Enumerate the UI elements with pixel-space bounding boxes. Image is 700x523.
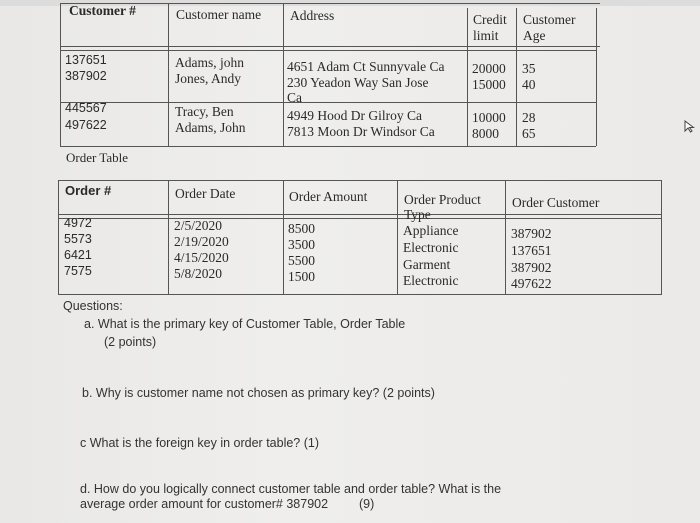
order-customer-cell: 387902 (511, 260, 552, 275)
order-date-cell: 4/15/2020 (174, 250, 229, 265)
table-line (283, 180, 284, 294)
question-d: d. How do you logically connect customer table and order table? What is the (80, 482, 502, 496)
header-customer-age: Age (523, 28, 546, 43)
header-customer-name: Customer name (176, 7, 262, 22)
credit-cell: 15000 (472, 77, 506, 92)
address-cell: 7813 Moon Dr Windsor Ca (287, 124, 435, 139)
address-cell: Ca (287, 90, 302, 105)
table-line (60, 146, 596, 147)
questions-heading: Questions: (63, 299, 123, 313)
table-line (596, 8, 597, 146)
table-line (397, 180, 398, 294)
age-cell: 40 (522, 77, 536, 92)
customer-id-cell: 137651 (65, 53, 107, 67)
customer-id-cell: 445567 (65, 101, 107, 115)
table-line (168, 180, 169, 294)
product-type-cell: Electronic (403, 273, 459, 288)
address-cell: 4949 Hood Dr Gilroy Ca (287, 108, 422, 123)
question-c: c What is the foreign key in order table? (1) (80, 436, 320, 450)
header-order-customer: Order Customer (512, 195, 600, 210)
credit-cell: 20000 (472, 61, 506, 76)
header-address: Address (290, 8, 335, 23)
order-amount-cell: 5500 (288, 253, 315, 268)
question-a: a. What is the primary key of Customer Table, Order Table (84, 317, 406, 331)
order-id-cell: 5573 (64, 232, 92, 246)
address-cell: 4651 Adam Ct Sunnyvale Ca (287, 59, 445, 74)
customer-name-cell: Tracy, Ben (175, 104, 234, 119)
header-order-date: Order Date (175, 186, 236, 201)
customer-id-cell: 497622 (65, 118, 107, 132)
header-product-type: Order Product (404, 192, 481, 207)
product-type-cell: Garment (403, 257, 451, 272)
question-a-points: (2 points) (104, 335, 157, 349)
table-line (58, 218, 662, 219)
table-line (60, 46, 600, 47)
age-cell: 65 (522, 126, 536, 141)
table-line (505, 180, 506, 294)
table-line (60, 3, 61, 146)
table-line (60, 3, 600, 4)
order-id-cell: 7575 (64, 264, 92, 278)
table-line (283, 3, 284, 146)
order-customer-cell: 497622 (511, 276, 552, 291)
product-type-cell: Appliance (403, 223, 459, 238)
table-line (516, 8, 517, 146)
header-order-amount: Order Amount (289, 189, 368, 204)
order-customer-cell: 137651 (511, 243, 552, 258)
header-customer-age: Customer (523, 12, 576, 27)
age-cell: 28 (522, 110, 536, 125)
question-d-points: (9) (359, 497, 375, 511)
header-product-type: Type (404, 207, 431, 222)
age-cell: 35 (522, 61, 536, 76)
order-date-cell: 2/5/2020 (174, 218, 223, 233)
header-credit-limit: Credit (473, 12, 507, 27)
table-line (58, 180, 59, 294)
order-amount-cell: 1500 (288, 269, 315, 284)
table-line (661, 180, 662, 294)
product-type-cell: Electronic (403, 240, 459, 255)
customer-id-cell: 387902 (65, 69, 107, 83)
address-cell: 230 Yeadon Way San Jose (287, 75, 429, 90)
table-line (467, 8, 468, 146)
order-amount-cell: 8500 (288, 221, 315, 236)
mouse-pointer-icon (683, 119, 697, 138)
header-credit-limit: limit (473, 28, 499, 43)
order-customer-cell: 387902 (511, 226, 552, 241)
order-date-cell: 2/19/2020 (174, 234, 229, 249)
question-b: b. Why is customer name not chosen as primary key? (2 points) (82, 386, 435, 400)
order-id-cell: 4972 (64, 216, 92, 230)
order-date-cell: 5/8/2020 (174, 266, 223, 281)
order-table-caption: Order Table (66, 150, 129, 165)
order-amount-cell: 3500 (288, 237, 315, 252)
order-id-cell: 6421 (64, 248, 92, 262)
header-order-id: Order # (65, 183, 112, 198)
table-line (58, 294, 662, 295)
table-line (168, 3, 169, 146)
table-line (58, 214, 662, 215)
question-d-line2: average order amount for customer# 387902 (80, 497, 329, 511)
table-line (58, 180, 662, 181)
customer-name-cell: Jones, Andy (175, 71, 242, 86)
credit-cell: 10000 (472, 110, 506, 125)
customer-name-cell: Adams, john (175, 55, 244, 70)
credit-cell: 8000 (472, 126, 499, 141)
header-customer-id: Customer # (69, 3, 136, 18)
customer-name-cell: Adams, John (175, 120, 246, 135)
